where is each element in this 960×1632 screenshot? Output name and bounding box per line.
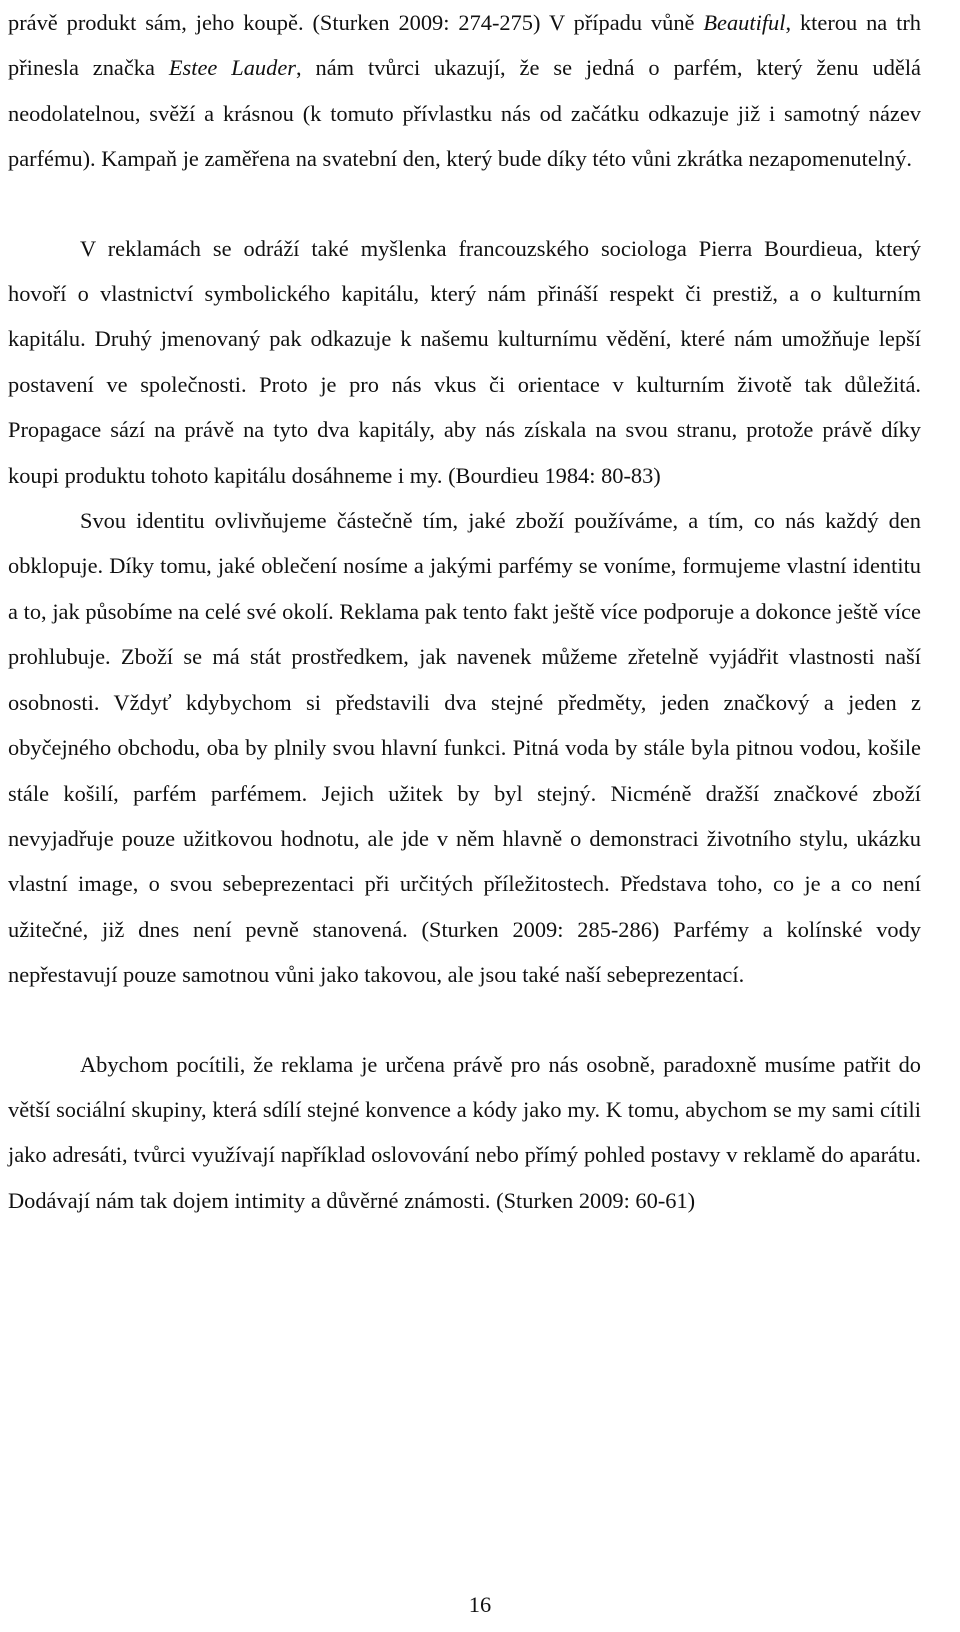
paragraph-3-text: Svou identitu ovlivňujeme částečně tím, jaké zboží používáme, a tím, co nás každý den obklopuje. Díky tomu, jaké oblečení nosíme a jakými parfémy se voníme, formujeme vlastní identitu a to, jak působíme na celé své okolí. Reklama pak tento fakt ještě více podporuje a dokonce ještě více prohlubuje. Zboží se má stát prostředkem, jak navenek můžeme zřetelně vyjádřit vlastnosti naší osobnosti. Vždyť kdybychom si představili dva stejné předměty, jeden značkový a jeden z obyčejného obchodu, oba by plnily svou hlavní funkci. Pitná voda by stále byla pitnou vodou, košile stále košilí, parfém parfémem. Jejich užitek by byl stejný. Nicméně dražší značkové zboží nevyjadřuje pouze užitkovou hodnotu, ale jde v něm hlavně o demonstraci životního stylu, ukázku vlastní image, o svou sebeprezentaci při určitých příležitostech. Představa toho, co je a co není užitečné, již dnes není pevně stanovená. (Sturken 2009: 285-286) Parfémy a kolínské vody nepřestavují pouze samotnou vůni jako takovou, ale jsou také naší sebeprezentací.	[8, 508, 921, 988]
paragraph-3	[8, 498, 921, 997]
paragraph-4-text: Abychom pocítili, že reklama je určena právě pro nás osobně, paradoxně musíme patřit do větší sociální skupiny, která sdílí stejné konvence a kódy jako my. K tomu, abychom se my sami cítili jako adresáti, tvůrci využívají například oslovování nebo přímý pohled postavy v reklamě do aparátu. Dodávají nám tak dojem intimity a důvěrné známosti. (Sturken 2009: 60-61)	[8, 1051, 921, 1213]
paragraph-spacer	[8, 182, 921, 226]
paragraph-2-text: V reklamách se odráží také myšlenka francouzského sociologa Pierra Bourdieua, který hovoří o vlastnictví symbolického kapitálu, který nám přináší respekt či prestiž, a o kulturním kapitálu. Druhý jmenovaný pak odkazuje k našemu kulturnímu vědění, které nám umožňuje lepší postavení ve společnosti. Proto je pro nás vkus či orientace v kulturním životě tak důležitá. Propagace sází na právě na tyto dva kapitály, aby nás získala na svou stranu, protože právě díky koupi produktu tohoto kapitálu dosáhneme i my. (Bourdieu 1984: 80-83)	[8, 235, 921, 488]
paragraph-1	[8, 0, 921, 182]
paragraph-1-text-a: právě produkt sám, jeho koupě. (Sturken 2009: 274-275) V případu vůně	[8, 10, 704, 35]
paragraph-1-text-b: , kterou na trh přinesla značka	[8, 10, 921, 81]
paragraph-1-text-c: , nám tvůrci ukazují, že se jedná o parfém, který ženu udělá neodolatelnou, svěží a krásnou (k tomuto přívlastku nás od začátku odkazuje již i samotný název parfému). Kampaň je zaměřena na svatební den, který bude díky této vůni zkrátka nezapomenutelný.	[8, 55, 921, 172]
document-page	[8, 0, 921, 1223]
page-number: 16	[468, 1592, 492, 1617]
brand-name-estee-lauder: Estee Lauder	[168, 55, 296, 81]
paragraph-spacer	[8, 998, 921, 1042]
paragraph-4	[8, 1042, 921, 1224]
paragraph-2	[8, 226, 921, 498]
product-name-beautiful: Beautiful	[703, 10, 786, 35]
